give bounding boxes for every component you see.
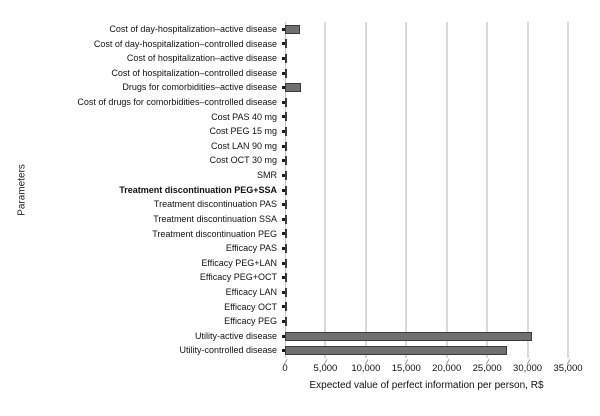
x-tick-label: 10,000: [351, 363, 381, 374]
category-label: Treatment discontinuation PEG: [152, 228, 277, 239]
gridline: [567, 22, 569, 358]
category-label: Treatment discontinuation SSA: [153, 213, 277, 224]
bar: [285, 39, 287, 48]
category-label: Efficacy LAN: [225, 286, 277, 297]
bar: [285, 288, 287, 297]
bar: [285, 142, 287, 151]
category-label: Cost of drugs for comorbidities–controlled disease: [77, 97, 277, 108]
bar: [285, 302, 287, 311]
gridline: [365, 22, 367, 358]
category-label: Efficacy PEG: [224, 316, 277, 327]
bar: [285, 259, 287, 268]
bar: [285, 346, 507, 355]
category-label: Drugs for comorbidities–active disease: [122, 82, 277, 93]
category-label: Cost OCT 30 mg: [209, 155, 277, 166]
bar: [285, 112, 287, 121]
bar: [285, 186, 287, 195]
bar: [285, 54, 287, 63]
bar: [285, 69, 287, 78]
bar: [285, 317, 287, 326]
bar: [285, 273, 287, 282]
bar: [285, 229, 287, 238]
category-label: Efficacy OCT: [224, 301, 277, 312]
category-label: Utility-controlled disease: [179, 345, 277, 356]
category-label: Cost PAS 40 mg: [211, 111, 277, 122]
category-label: Cost of hospitalization–active disease: [126, 53, 277, 64]
gridline: [405, 22, 407, 358]
bar: [285, 25, 300, 34]
category-label: Treatment discontinuation PAS: [153, 199, 277, 210]
category-labels: [0, 22, 281, 358]
gridline: [324, 22, 326, 358]
category-label: Cost of day-hospitalization–active disease: [109, 24, 277, 34]
category-label: Treatment discontinuation PEG+SSA: [119, 184, 277, 195]
category-label: Cost of hospitalization–controlled disease: [111, 67, 277, 78]
bar: [285, 215, 287, 224]
category-label: Cost of day-hospitalization–controlled disease: [93, 38, 277, 49]
bar: [285, 98, 287, 107]
gridline: [446, 22, 448, 358]
x-tick-label: 20,000: [432, 363, 462, 374]
category-label: Efficacy PEG+LAN: [201, 257, 277, 268]
bar: [285, 127, 287, 136]
bar: [285, 244, 287, 253]
category-label: Cost LAN 90 mg: [210, 140, 277, 151]
category-label: Efficacy PAS: [225, 243, 277, 254]
category-label: Efficacy PEG+OCT: [199, 272, 277, 283]
x-tick-label: 30,000: [513, 363, 543, 374]
bar: [285, 171, 287, 180]
bar: [285, 200, 287, 209]
gridline: [527, 22, 529, 358]
x-tick-label: 25,000: [472, 363, 502, 374]
category-label: Utility-active disease: [194, 330, 277, 341]
x-tick-label: 0: [282, 363, 288, 374]
bar: [285, 156, 287, 165]
gridline: [486, 22, 488, 358]
x-tick-label: 35,000: [553, 363, 583, 374]
bar: [285, 83, 301, 92]
x-tick-label: 5,000: [313, 363, 338, 374]
category-label: Cost PEG 15 mg: [209, 126, 277, 137]
x-tick-label: 15,000: [391, 363, 421, 374]
bar: [285, 332, 532, 341]
x-axis-title: Expected value of perfect information per person, R$: [309, 380, 544, 391]
y-axis-title: Parameters: [16, 164, 28, 216]
plot-area: [285, 22, 577, 358]
category-label: SMR: [257, 170, 277, 181]
